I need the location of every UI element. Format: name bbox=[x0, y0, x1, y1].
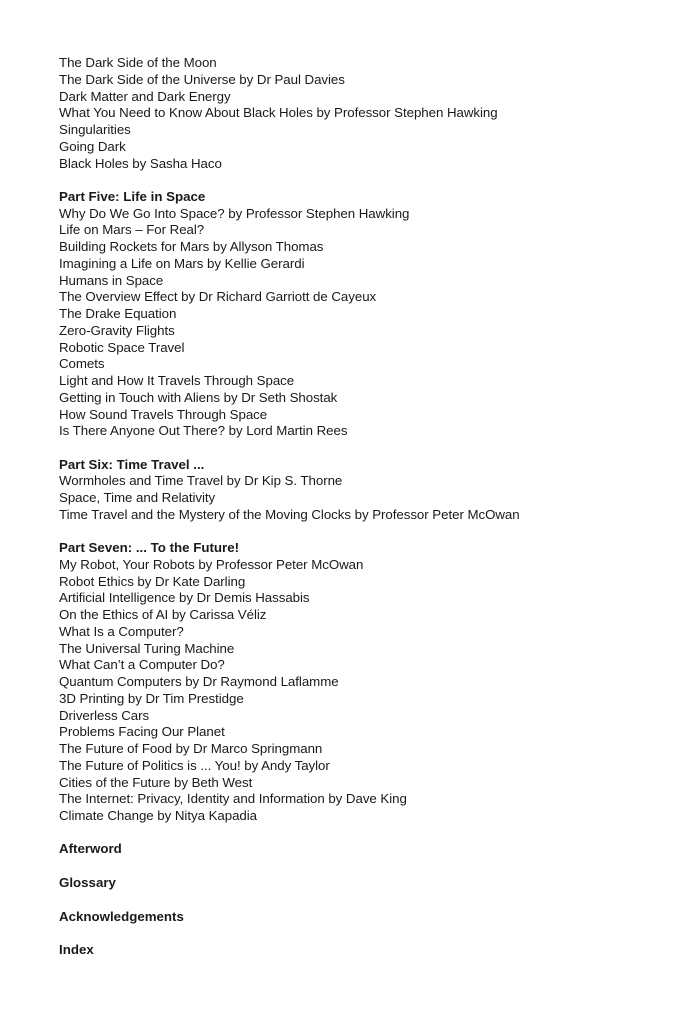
toc-entry[interactable]: Humans in Space bbox=[59, 272, 164, 288]
toc-entry[interactable]: The Overview Effect by Dr Richard Garriott de Cayeux bbox=[59, 289, 377, 305]
toc-entry[interactable]: Why Do We Go Into Space? by Professor Stephen Hawking bbox=[59, 205, 410, 221]
toc-entry[interactable]: Singularities bbox=[59, 122, 131, 137]
toc-entry[interactable]: Imagining a Life on Mars by Kellie Gerardi bbox=[59, 255, 305, 271]
toc-entry[interactable]: Climate Change by Nitya Kapadia bbox=[59, 808, 258, 823]
toc-entry[interactable]: Robotic Space Travel bbox=[59, 339, 185, 355]
toc-entry[interactable]: Zero-Gravity Flights bbox=[59, 322, 175, 338]
glossary-heading[interactable]: Glossary bbox=[59, 874, 116, 890]
toc-entry[interactable]: Building Rockets for Mars by Allyson Thomas bbox=[59, 239, 324, 254]
toc-entry[interactable]: The Future of Food by Dr Marco Springmann bbox=[59, 741, 323, 756]
toc-entry[interactable]: Is There Anyone Out There? by Lord Martin Rees bbox=[59, 423, 348, 439]
toc-entry[interactable]: Comets bbox=[59, 356, 105, 372]
part-heading[interactable]: Part Six: Time Travel ... bbox=[59, 456, 205, 472]
toc-part-seven bbox=[59, 540, 669, 825]
toc-entry[interactable]: Driverless Cars bbox=[59, 707, 150, 723]
acknowledgements-heading[interactable]: Acknowledgements bbox=[59, 908, 184, 924]
toc-entry[interactable]: Artificial Intelligence by Dr Demis Hassabis bbox=[59, 590, 310, 606]
part-heading[interactable]: Part Seven: ... To the Future! bbox=[59, 540, 240, 555]
index-heading[interactable]: Index bbox=[59, 942, 94, 958]
toc-entry[interactable]: Light and How It Travels Through Space bbox=[59, 373, 295, 388]
toc-entry[interactable]: The Universal Turing Machine bbox=[59, 640, 235, 656]
toc-part-six bbox=[59, 457, 669, 524]
toc-entry[interactable]: Life on Mars – For Real? bbox=[59, 222, 205, 238]
toc-entry[interactable]: Space, Time and Relativity bbox=[59, 490, 216, 505]
toc-entry[interactable]: Quantum Computers by Dr Raymond Laflamme bbox=[59, 674, 339, 689]
toc-entry[interactable]: What Can’t a Computer Do? bbox=[59, 657, 225, 673]
toc-end-matter bbox=[59, 841, 669, 959]
toc-entry[interactable]: Cities of the Future by Beth West bbox=[59, 774, 253, 790]
part-heading[interactable]: Part Five: Life in Space bbox=[59, 188, 206, 204]
toc-entry[interactable]: Black Holes by Sasha Haco bbox=[59, 155, 222, 171]
toc-entry[interactable]: The Dark Side of the Universe by Dr Paul Davies bbox=[59, 71, 345, 87]
toc-entry[interactable]: Going Dark bbox=[59, 138, 126, 154]
toc-entry[interactable]: My Robot, Your Robots by Professor Peter McOwan bbox=[59, 556, 364, 572]
toc-part-four-tail bbox=[59, 55, 669, 172]
toc-entry[interactable]: The Dark Side of the Moon bbox=[59, 55, 217, 70]
toc-entry[interactable]: Wormholes and Time Travel by Dr Kip S. Thorne bbox=[59, 473, 343, 489]
toc-entry[interactable]: 3D Printing by Dr Tim Prestidge bbox=[59, 690, 244, 706]
toc-entry[interactable]: Robot Ethics by Dr Kate Darling bbox=[59, 573, 246, 589]
toc-part-five bbox=[59, 189, 669, 440]
toc-entry[interactable]: Problems Facing Our Planet bbox=[59, 724, 225, 740]
toc-entry[interactable]: Getting in Touch with Aliens by Dr Seth Shostak bbox=[59, 389, 338, 405]
afterword-heading[interactable]: Afterword bbox=[59, 841, 122, 857]
toc-entry[interactable]: What Is a Computer? bbox=[59, 623, 184, 639]
toc-entry[interactable]: The Future of Politics is ... You! by Andy Taylor bbox=[59, 757, 330, 773]
toc-entry[interactable]: How Sound Travels Through Space bbox=[59, 406, 268, 422]
toc-entry[interactable]: Dark Matter and Dark Energy bbox=[59, 88, 231, 104]
toc-entry[interactable]: The Drake Equation bbox=[59, 306, 177, 321]
table-of-contents bbox=[59, 55, 669, 976]
toc-entry[interactable]: The Internet: Privacy, Identity and Information by Dave King bbox=[59, 791, 407, 807]
toc-entry[interactable]: Time Travel and the Mystery of the Moving Clocks by Professor Peter McOwan bbox=[59, 506, 520, 522]
toc-entry[interactable]: On the Ethics of AI by Carissa Véliz bbox=[59, 607, 267, 622]
toc-entry[interactable]: What You Need to Know About Black Holes by Professor Stephen Hawking bbox=[59, 105, 498, 121]
